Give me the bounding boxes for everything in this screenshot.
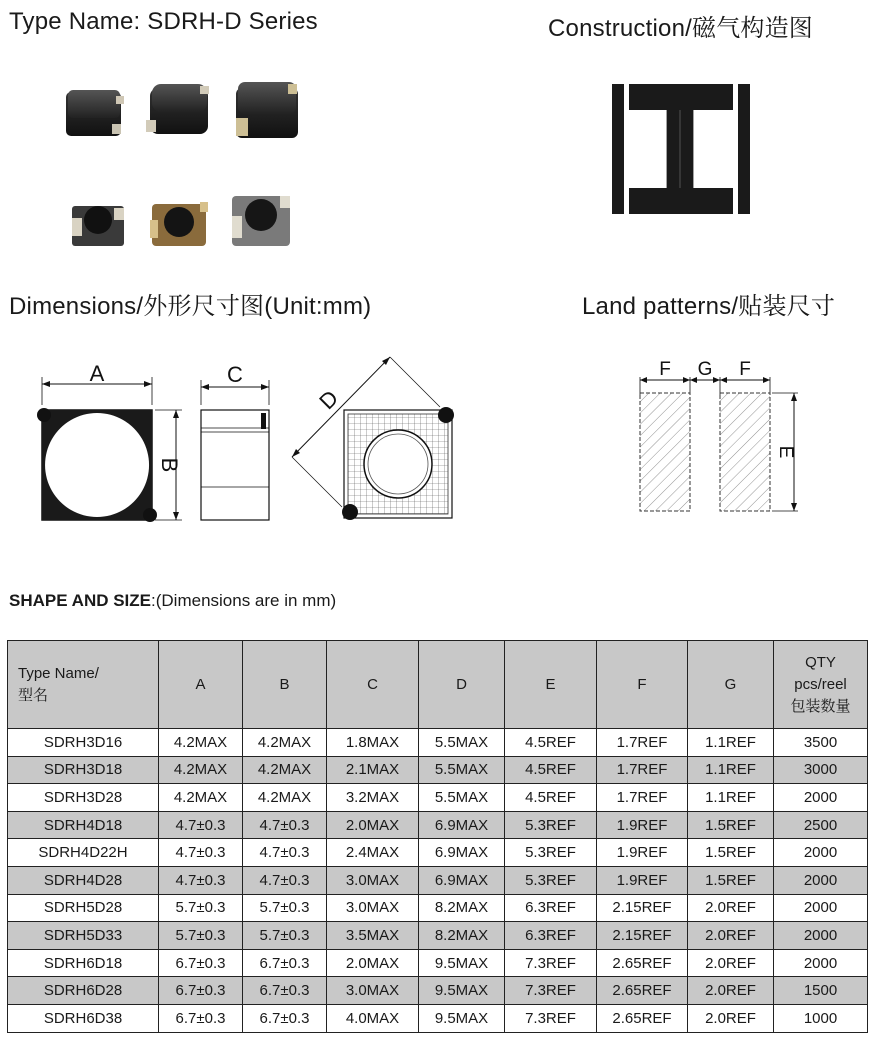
cell-e: 5.3REF (505, 839, 597, 867)
cell-f: 1.7REF (597, 756, 688, 784)
cell-c: 4.0MAX (327, 1004, 419, 1032)
table-row (8, 894, 868, 922)
cell-c: 3.0MAX (327, 894, 419, 922)
header-c: C (327, 641, 419, 729)
header-qty (774, 641, 868, 729)
header-g: G (688, 641, 774, 729)
header-type-name-en: Type Name/ (18, 664, 99, 682)
header-b: B (243, 641, 327, 729)
shape-size-title-note: :(Dimensions are in mm) (151, 591, 337, 610)
cell-type: SDRH4D18 (8, 811, 159, 839)
dimension-bottom-view (282, 345, 472, 535)
cell-d: 8.2MAX (419, 922, 505, 950)
header-a: A (159, 641, 243, 729)
cell-b: 6.7±0.3 (243, 977, 327, 1005)
cell-e: 4.5REF (505, 729, 597, 757)
cell-g: 2.0REF (688, 894, 774, 922)
header-f: F (597, 641, 688, 729)
header-type-name (8, 641, 159, 729)
table-row (8, 756, 868, 784)
header-qty-line2: pcs/reel (794, 675, 847, 693)
cell-type: SDRH4D28 (8, 866, 159, 894)
inductor-photo-6 (232, 196, 290, 246)
construction-diagram (608, 82, 753, 216)
cell-a: 4.7±0.3 (159, 839, 243, 867)
cell-type: SDRH3D16 (8, 729, 159, 757)
shape-size-title-bold: SHAPE AND SIZE (9, 591, 152, 610)
cell-b: 4.7±0.3 (243, 839, 327, 867)
cell-f: 2.15REF (597, 894, 688, 922)
dimension-label-c: C (227, 362, 243, 387)
cell-a: 6.7±0.3 (159, 977, 243, 1005)
header-d: D (419, 641, 505, 729)
cell-b: 4.7±0.3 (243, 866, 327, 894)
cell-qty: 1500 (774, 977, 868, 1005)
cell-d: 5.5MAX (419, 729, 505, 757)
cell-c: 3.0MAX (327, 866, 419, 894)
cell-a: 6.7±0.3 (159, 949, 243, 977)
cell-e: 4.5REF (505, 756, 597, 784)
cell-a: 5.7±0.3 (159, 922, 243, 950)
cell-g: 1.5REF (688, 839, 774, 867)
header-qty-line1: QTY (805, 653, 836, 671)
cell-c: 2.0MAX (327, 811, 419, 839)
dimension-label-a: A (89, 361, 105, 386)
table-row (8, 839, 868, 867)
cell-c: 3.0MAX (327, 977, 419, 1005)
cell-f: 1.9REF (597, 839, 688, 867)
cell-a: 6.7±0.3 (159, 1004, 243, 1032)
cell-b: 5.7±0.3 (243, 922, 327, 950)
cell-e: 7.3REF (505, 1004, 597, 1032)
cell-qty: 3000 (774, 756, 868, 784)
table-header-row (8, 641, 868, 729)
land-label-g: G (697, 359, 713, 380)
cell-b: 4.2MAX (243, 729, 327, 757)
inductor-photo-5 (150, 202, 208, 246)
cell-a: 4.2MAX (159, 729, 243, 757)
cell-f: 1.7REF (597, 784, 688, 812)
cell-qty: 2000 (774, 894, 868, 922)
cell-f: 2.65REF (597, 977, 688, 1005)
table-row (8, 949, 868, 977)
cell-a: 5.7±0.3 (159, 894, 243, 922)
cell-c: 2.0MAX (327, 949, 419, 977)
dimension-side-view (195, 355, 280, 530)
cell-d: 6.9MAX (419, 811, 505, 839)
cell-g: 1.1REF (688, 729, 774, 757)
table-body (8, 729, 868, 1033)
cell-qty: 2000 (774, 949, 868, 977)
cell-c: 2.1MAX (327, 756, 419, 784)
cell-type: SDRH6D28 (8, 977, 159, 1005)
cell-d: 8.2MAX (419, 894, 505, 922)
cell-f: 1.7REF (597, 729, 688, 757)
table-row (8, 811, 868, 839)
cell-d: 5.5MAX (419, 784, 505, 812)
cell-d: 5.5MAX (419, 756, 505, 784)
cell-f: 1.9REF (597, 811, 688, 839)
construction-heading: Construction/磁气构造图 (548, 15, 813, 42)
land-patterns-heading: Land patterns/贴装尺寸 (582, 293, 836, 320)
cell-b: 4.2MAX (243, 756, 327, 784)
land-label-f-left: F (659, 359, 671, 380)
land-label-e: E (775, 445, 796, 459)
inductor-photo-2 (146, 84, 209, 134)
cell-c: 2.4MAX (327, 839, 419, 867)
table-row (8, 922, 868, 950)
cell-type: SDRH5D28 (8, 894, 159, 922)
cell-g: 2.0REF (688, 1004, 774, 1032)
cell-g: 2.0REF (688, 922, 774, 950)
table-row (8, 729, 868, 757)
table-row (8, 866, 868, 894)
table-row (8, 977, 868, 1005)
cell-qty: 2000 (774, 866, 868, 894)
cell-g: 2.0REF (688, 949, 774, 977)
cell-b: 4.2MAX (243, 784, 327, 812)
cell-g: 2.0REF (688, 977, 774, 1005)
cell-qty: 2500 (774, 811, 868, 839)
cell-qty: 2000 (774, 839, 868, 867)
table-row (8, 1004, 868, 1032)
inductor-photo-1 (66, 90, 124, 136)
cell-f: 2.65REF (597, 949, 688, 977)
cell-c: 3.2MAX (327, 784, 419, 812)
cell-d: 9.5MAX (419, 949, 505, 977)
product-photos (50, 70, 330, 260)
shape-size-table (7, 640, 868, 1033)
cell-d: 9.5MAX (419, 977, 505, 1005)
cell-e: 5.3REF (505, 811, 597, 839)
cell-a: 4.2MAX (159, 756, 243, 784)
cell-a: 4.2MAX (159, 784, 243, 812)
inductor-photo-3 (236, 82, 298, 138)
cell-a: 4.7±0.3 (159, 866, 243, 894)
cell-d: 6.9MAX (419, 866, 505, 894)
cell-e: 7.3REF (505, 977, 597, 1005)
shape-size-title (9, 591, 336, 611)
land-label-f-right: F (739, 359, 751, 380)
cell-qty: 2000 (774, 922, 868, 950)
cell-type: SDRH5D33 (8, 922, 159, 950)
cell-type: SDRH3D18 (8, 756, 159, 784)
cell-type: SDRH4D22H (8, 839, 159, 867)
cell-d: 9.5MAX (419, 1004, 505, 1032)
header-type-name-zh: 型名 (18, 686, 49, 704)
cell-e: 6.3REF (505, 922, 597, 950)
cell-g: 1.1REF (688, 784, 774, 812)
cell-g: 1.5REF (688, 866, 774, 894)
cell-qty: 2000 (774, 784, 868, 812)
cell-qty: 1000 (774, 1004, 868, 1032)
dimension-label-d: D (314, 385, 344, 415)
cell-f: 1.9REF (597, 866, 688, 894)
inductor-photo-4 (72, 206, 124, 246)
cell-b: 6.7±0.3 (243, 949, 327, 977)
cell-e: 4.5REF (505, 784, 597, 812)
header-e: E (505, 641, 597, 729)
cell-g: 1.1REF (688, 756, 774, 784)
cell-e: 6.3REF (505, 894, 597, 922)
cell-b: 4.7±0.3 (243, 811, 327, 839)
cell-e: 7.3REF (505, 949, 597, 977)
type-name-heading: Type Name: SDRH-D Series (9, 8, 318, 35)
dimensions-heading: Dimensions/外形尺寸图(Unit:mm) (9, 293, 372, 320)
cell-f: 2.65REF (597, 1004, 688, 1032)
cell-f: 2.15REF (597, 922, 688, 950)
cell-type: SDRH3D28 (8, 784, 159, 812)
cell-type: SDRH6D18 (8, 949, 159, 977)
header-qty-line3: 包装数量 (790, 697, 851, 715)
cell-qty: 3500 (774, 729, 868, 757)
cell-e: 5.3REF (505, 866, 597, 894)
land-pattern-diagram (630, 355, 805, 520)
table-row (8, 784, 868, 812)
cell-g: 1.5REF (688, 811, 774, 839)
cell-c: 1.8MAX (327, 729, 419, 757)
cell-a: 4.7±0.3 (159, 811, 243, 839)
cell-type: SDRH6D38 (8, 1004, 159, 1032)
cell-b: 6.7±0.3 (243, 1004, 327, 1032)
dimension-label-b: B (157, 457, 182, 473)
cell-d: 6.9MAX (419, 839, 505, 867)
cell-c: 3.5MAX (327, 922, 419, 950)
cell-b: 5.7±0.3 (243, 894, 327, 922)
dimension-top-view (30, 355, 190, 530)
